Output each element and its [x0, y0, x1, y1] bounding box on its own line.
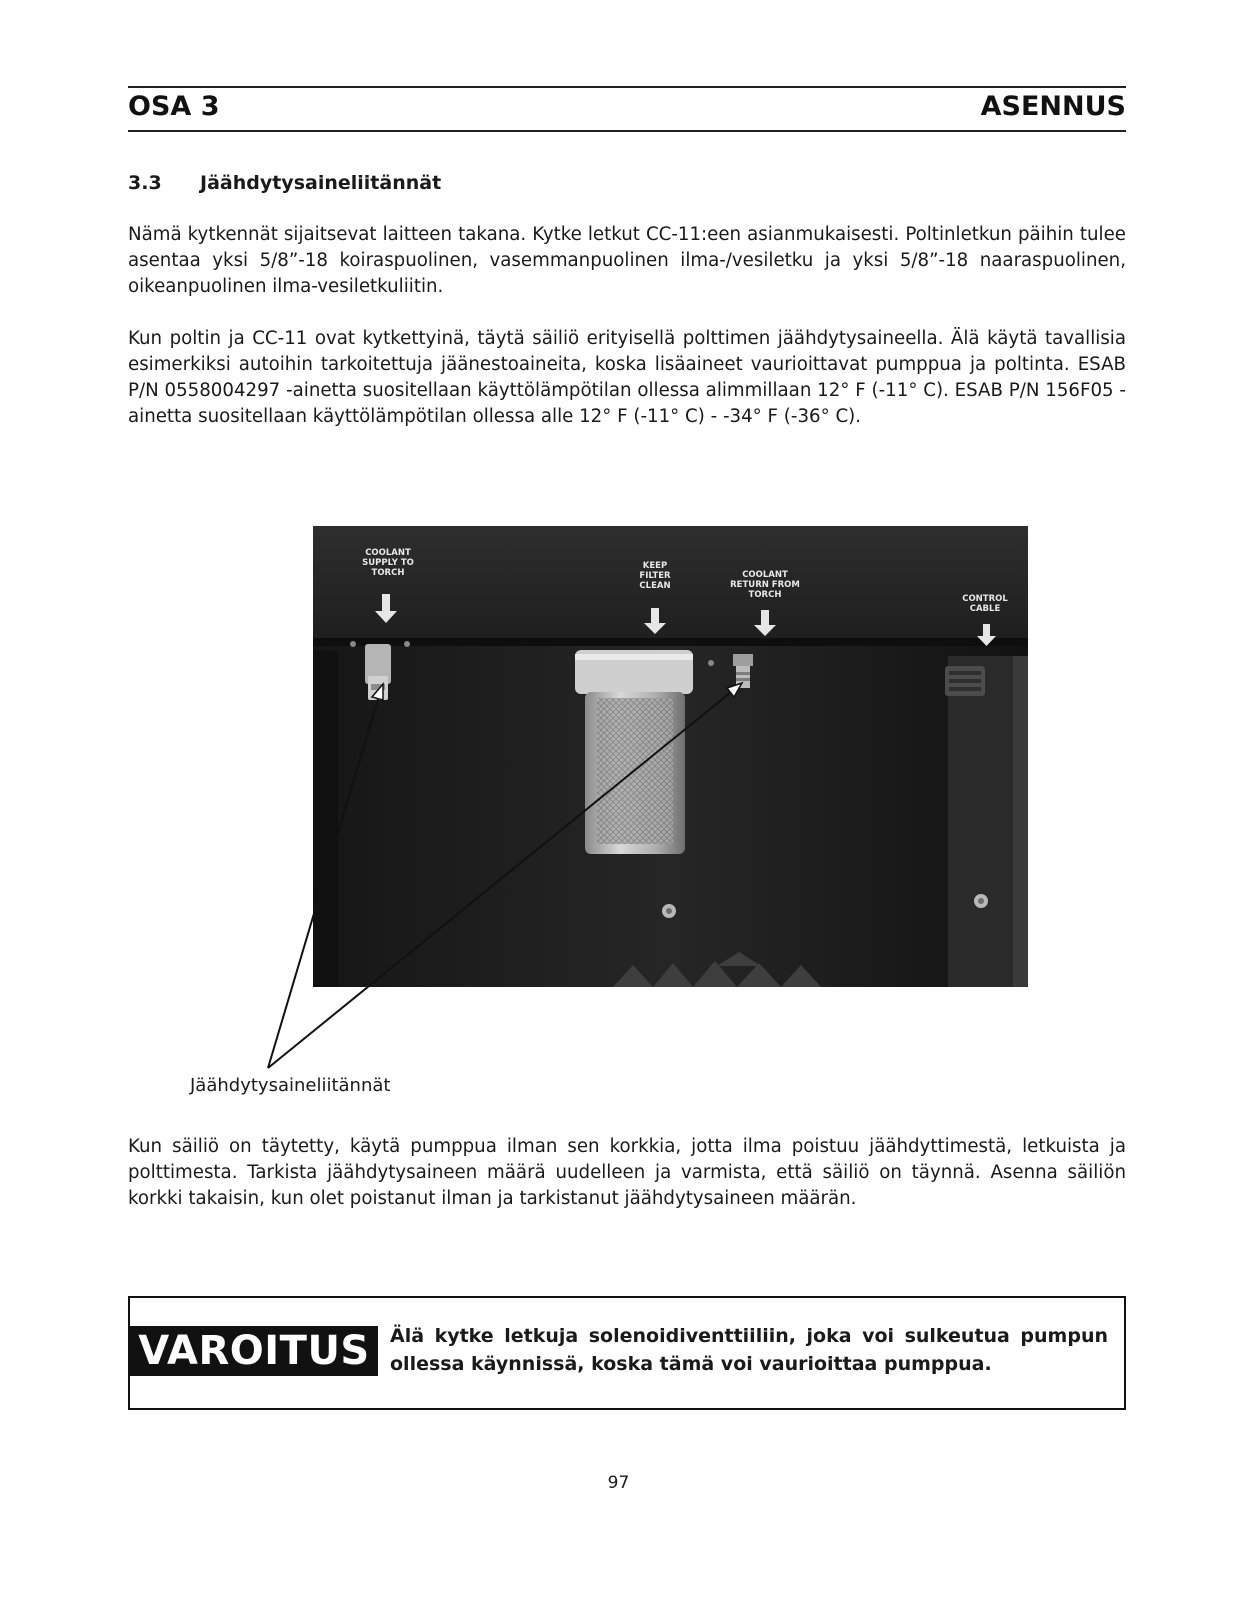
header-chapter-title: ASENNUS: [980, 91, 1126, 122]
section-title: Jäähdytysaineliitännät: [200, 172, 442, 194]
header-section-label: OSA 3: [128, 91, 220, 122]
figure-caption: Jäähdytysaineliitännät: [190, 1075, 391, 1096]
label-coolant-return: COOLANT RETURN FROM TORCH: [730, 570, 800, 600]
label-control-cable: CONTROL CABLE: [962, 594, 1008, 614]
warning-label: VAROITUS: [130, 1326, 378, 1376]
body-paragraph-1: Nämä kytkennät sijaitsevat laitteen takana. Kytke letkut CC-11:een asianmukaisesti. Poltinletkun päihin tulee asentaa yksi 5/8”-18 koiraspuolinen, vasemmanpuolinen ilma-/vesiletku ja yksi 5/8”-18 naaraspuolinen, oikeanpuolinen ilma-vesiletkuliitin.: [128, 224, 1126, 297]
warning-text: Älä kytke letkuja solenoidiventtiiliin, joka voi sulkeutua pumpun ollessa käynnissä, koska tämä voi vaurioittaa pumppua.: [390, 1325, 1108, 1375]
body-paragraph-3: Kun säiliö on täytetty, käytä pumppua ilman sen korkkia, jotta ilma poistuu jäähdyttimestä, letkuista ja polttimesta. Tarkista jäähdytysaineen määrä uudelleen ja varmista, että säiliö on täynnä. Asenna säiliön korkki takaisin, kun olet poistanut ilman ja tarkistanut jäähdytysaineen määrän.: [128, 1136, 1126, 1209]
warning-box: [128, 1296, 1126, 1410]
body-paragraph-2: Kun poltin ja CC-11 ovat kytkettyinä, täytä säiliö erityisellä polttimen jäähdytysaineella. Älä käytä tavallisia esimerkiksi autoihin tarkoitettuja jäänestoaineita, koska lisäaineet vaurioittavat pumppua ja poltinta. ESAB P/N 0558004297 -ainetta suositellaan käyttölämpötilan ollessa alimmillaan 12° F (-11° C). ESAB P/N 156F05 -ainetta suositellaan käyttölämpötilan ollessa alle 12° F (-11° C) - -34° F (-36° C).: [128, 328, 1126, 427]
label-coolant-supply: COOLANT SUPPLY TO TORCH: [362, 548, 414, 578]
page-number: 97: [607, 1473, 630, 1493]
section-number: 3.3: [128, 172, 162, 194]
label-keep-filter-clean: KEEP FILTER CLEAN: [639, 561, 671, 591]
